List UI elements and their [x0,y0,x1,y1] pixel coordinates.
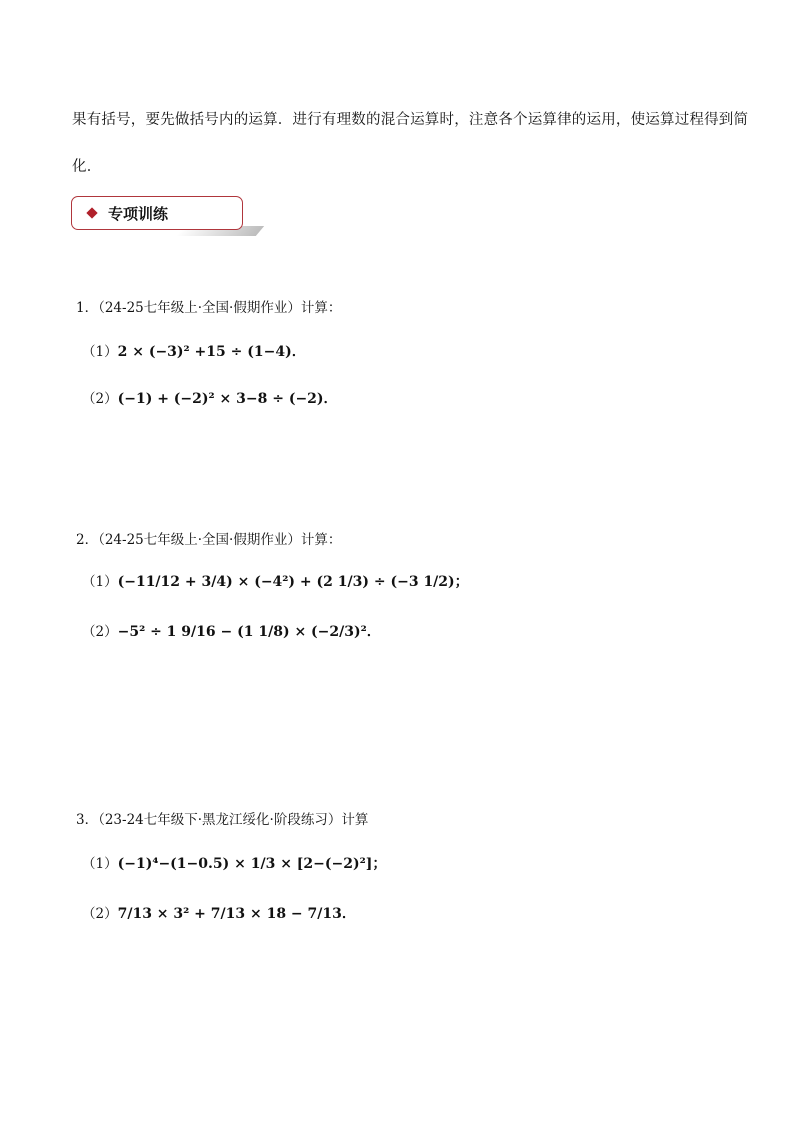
question-2-part-1 [82,570,469,591]
math-expression: (−1)⁴−(1−0.5) × 1/3 × [2−(−2)²]； [117,856,387,872]
question-3-header [76,808,368,828]
question-source: （23-24七年级下·黑龙江绥化·阶段练习）计算 [98,812,369,828]
diamond-icon [86,207,97,218]
math-expression: −5² ÷ 1 9/16 − (1 1/8) × (−2/3)²． [117,624,381,640]
question-1-part-1 [82,340,306,361]
math-expression: (−1) + (−2)² × 3−8 ÷ (−2)． [117,391,338,407]
question-number: 1． [76,300,99,316]
part-label: （1） [82,574,118,590]
math-expression: (−11/12 + 3/4) × (−4²) + (2 1/3) ÷ (−3 1/2)； [117,574,469,590]
question-3-part-1 [82,852,386,873]
section-title: 专项训练 [108,205,169,223]
question-number: 3． [76,812,99,828]
question-3-part-2 [82,902,356,923]
intro-line-2: 化． [72,159,102,175]
part-label: （2） [82,906,118,922]
question-2-header [76,528,341,548]
section-banner [71,196,243,230]
math-expression: 2 × (−3)² +15 ÷ (1−4)． [117,344,306,360]
question-source: （24-25七年级上·全国·假期作业）计算： [98,532,342,548]
math-expression: 7/13 × 3² + 7/13 × 18 − 7/13． [117,906,356,922]
part-label: （1） [82,856,118,872]
question-number: 2． [76,532,99,548]
question-1-part-2 [82,387,338,408]
part-label: （2） [82,624,118,640]
part-label: （2） [82,391,118,407]
question-2-part-2 [82,620,381,641]
intro-line-1: 果有括号，要先做括号内的运算．进行有理数的混合运算时，注意各个运算律的运用，使运算过程得到简 [72,112,749,128]
part-label: （1） [82,344,118,360]
question-source: （24-25七年级上·全国·假期作业）计算： [98,300,342,316]
question-1-header [76,296,341,316]
